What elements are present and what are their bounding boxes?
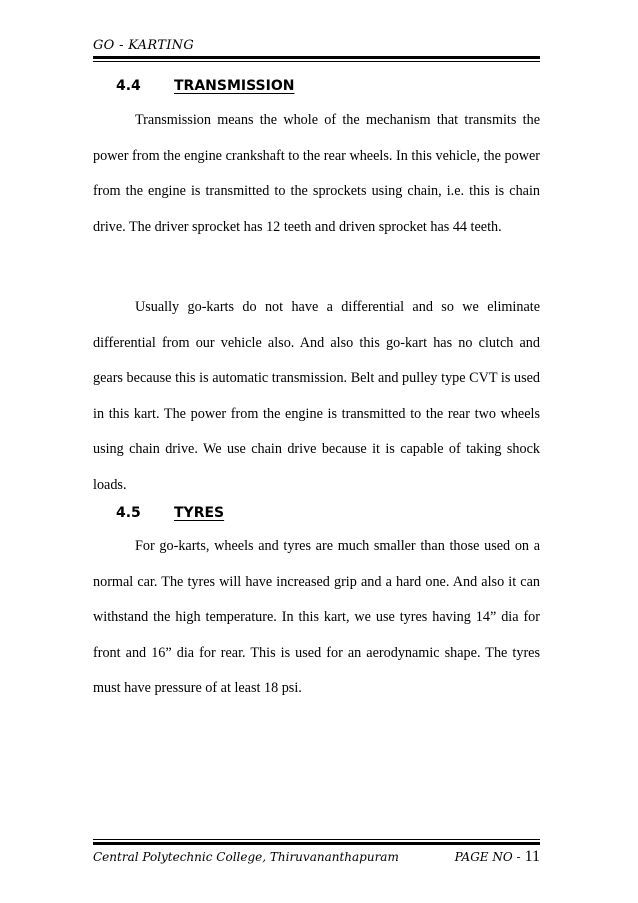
header-title: GO - KARTING — [93, 38, 194, 53]
transmission-paragraph-2: Usually go-karts do not have a differential and so we eliminate differential from our vehicle also. And also this go-kart has no clutch and gears because this is automatic transmission. Belt and pulley type CVT is used in this kart. The power from the engine is transmitted to the rear two wheels using chain drive. We use chain drive because it is capable of taking shock loads. — [93, 299, 540, 493]
section-heading-tyres — [116, 505, 224, 521]
tyres-paragraph-1: For go-karts, wheels and tyres are much smaller than those used on a normal car. The tyres will have increased grip and a hard one. And also it can withstand the high temperature. In this kart, we use tyres having 14” dia for front and 16” dia for rear. This is used for an aerodynamic shape. The tyres must have pressure of at least 18 psi. — [93, 538, 540, 696]
footer-rule-thick — [93, 842, 540, 845]
section-title: TYRES — [174, 505, 225, 521]
footer-rule-thin — [93, 839, 540, 840]
transmission-paragraph-1: Transmission means the whole of the mechanism that transmits the power from the engine crankshaft to the rear wheels. In this vehicle, the power from the engine is transmitted to the sprockets using chain, i.e. this is chain drive. The driver sprocket has 12 teeth and driven sprocket has 44 teeth. — [93, 112, 540, 235]
footer-page-info — [455, 848, 540, 866]
section-number: 4.4 — [116, 78, 141, 94]
section-number: 4.5 — [116, 505, 141, 521]
section-title: TRANSMISSION — [174, 78, 295, 94]
header-rule-thick — [93, 56, 540, 59]
header-rule-thin — [93, 61, 540, 62]
section-heading-transmission — [116, 78, 294, 94]
footer-institution: Central Polytechnic College, Thiruvananthapuram — [93, 850, 399, 864]
page-label: PAGE NO - — [454, 850, 521, 864]
page-number: 11 — [524, 848, 540, 865]
